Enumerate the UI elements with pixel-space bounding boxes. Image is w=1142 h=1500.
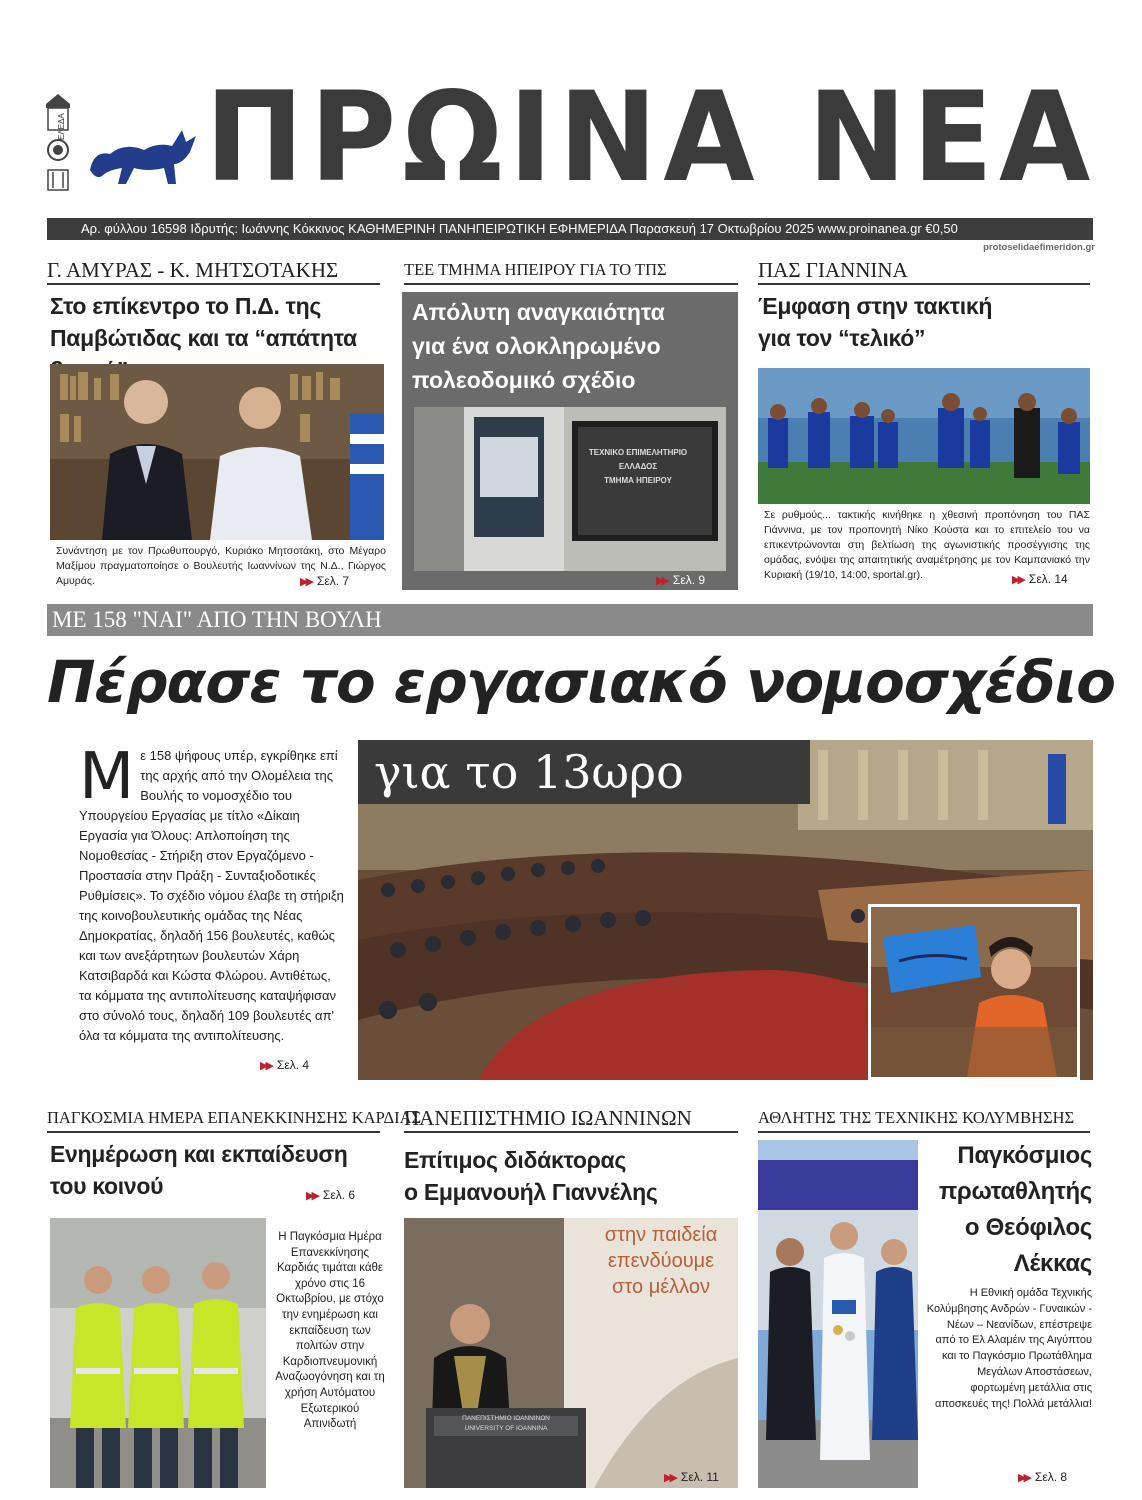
story-body: Η Παγκόσμια Ημέρα Επανεκκίνησης Καρδιάς τιμάται κάθε χρόνο στις 16 Οκτωβρίου, με στόχο την ενημέρωση και εκπαίδευση των πολιτών στην Καρδιοπνευμονική Αναζωογόνηση και τη χρήση Αυτόματου Εξωτερικού Απινιδωτή: [275, 1231, 385, 1431]
tee-sign-text: ΤΕΧΝΙΚΟ ΕΠΙΜΕΛΗΤΗΡΙΟ ΕΛΛΑΔΟΣ ΤΜΗΜΑ ΗΠΕΙΡΟΥ: [588, 448, 688, 485]
masthead-info-bar: Αρ. φύλλου 16598 Ιδρυτής: Ιωάννης Κόκκινος ΚΑΘΗΜΕΡΙΝΗ ΠΑΝΗΠΕΙΡΩΤΙΚΗ ΕΦΗΜΕΡΙΔΑ Παρασκευή 17 Οκτωβρίου 2025 www.proinanea.gr €0,50: [47, 218, 1093, 240]
story-headline[interactable]: Απόλυτη αναγκαιότητα για ένα ολοκληρωμένο πολεοδομικό σχέδιο: [412, 299, 665, 393]
story-headline[interactable]: Στο επίκεντρο το Π.Δ. της Παμβώτιδας και τα “απάτητα: [50, 293, 357, 351]
lead-kicker: ΜΕ 158 "ΝΑΙ" ΑΠΟ ΤΗΝ ΒΟΥΛΗ: [47, 604, 1093, 636]
double-arrow-icon: ▶▶: [664, 1472, 675, 1484]
double-arrow-icon: ▶▶: [306, 1190, 317, 1202]
story-kicker: ΠΑΣ ΓΙΑΝΝΙΝΑ: [758, 256, 1090, 285]
story-kicker: Γ. ΑΜΥΡΑΣ - Κ. ΜΗΤΣΟΤΑΚΗΣ: [47, 256, 380, 285]
page-reference[interactable]: ▶▶ Σελ. 8: [1018, 1470, 1068, 1484]
story-headline[interactable]: Έμφαση στην τακτική για τον “τελικό”: [758, 293, 993, 351]
source-watermark: protoselidaefimeridon.gr: [983, 242, 1095, 253]
story-caption: Συνάντηση με τον Πρωθυπουργό, Κυριάκο Μητσοτάκη, στο Μέγαρο Μαξίμου πραγματοποίησε ο Βουλευτής Ιωαννίνων της Ν.Δ., Γιώργος Αμυράς.: [56, 545, 386, 587]
story-kicker: ΠΑΝΕΠΙΣΤΗΜΙΟ ΙΩΑΝΝΙΝΩΝ: [404, 1104, 738, 1133]
bull-logo-icon: [84, 120, 202, 192]
lead-body-text: ε 158 ψήφους υπέρ, εγκρίθηκε επί της αρχής από την Ολομέλεια της Βουλής το νομοσχέδιο του Υπουργείου Εργασίας με τίτλο «Δίκαιη Εργασία για Όλους: Απλοποίηση της Νομοθεσίας - Στήριξη στον Εργαζόμενο - Προστασία στην Πράξη - Συνταξιοδοτικές Ρυθμίσεις». Το σχέδιο νόμου έλαβε τη στήριξη της κοινοβουλευτικής ομάδας της Νέας Δημοκρατίας, δηλαδή 156 βουλευτές, καθώς και των ανεξάρτητων βουλευτών Χάρη Κατσιβαρδά και Κώστα Φλώρου. Αντιθέτως, τα κόμματα της αντιπολίτευσης καταψήφισαν στο σύνολό τους, δηλαδή 109 βουλευτές απ' όλα τα κόμματα της αντιπολίτευσης.: [79, 748, 344, 1043]
story-caption: Σε ρυθμούς... τακτικής κινήθηκε η χθεσινή προπόνηση του ΠΑΣ Γιάννινα, με τον προπονητή Νίκο Κούστα και το επιτελείο του να επικεντρώνονται στη βελτίωση της αγωνιστικής προσέγγισης της ομάδας, ενόψει της απαιτητικής αναμέτρησης με τον Καμπανιακό την Κυριακή (19/10, 14:00, sportal.gr).: [764, 509, 1090, 581]
story-headline[interactable]: Ενημέρωση και εκπαίδευση του κοινού: [50, 1141, 348, 1199]
lead-body: [79, 740, 345, 1046]
page-reference[interactable]: ▶▶ Σελ. 9: [656, 573, 706, 587]
story-body: Η Εθνική ομάδα Τεχνικής Κολύμβησης Ανδρών - Γυναικών - Νέων – Νεανίδων, επέστρεψε από το Ελ Αλαμέιν της Αιγύπτου και το Παγκόσμιο Πρωτάθλημα Μεγάλων Αποστάσεων, φορτωμένη μετάλλια στις αποσκευές της! Πολλά μετάλλια!: [926, 1287, 1092, 1410]
story-headline[interactable]: Παγκόσμιος πρωταθλητής ο Θεόφιλος Λέκκας: [938, 1142, 1092, 1277]
story-kicker: ΑΘΛΗΤΗΣ ΤΗΣ ΤΕΧΝΙΚΗΣ ΚΟΛΥΜΒΗΣΗΣ: [758, 1104, 1090, 1133]
lead-dropcap: Μ: [79, 740, 135, 814]
mitsotakis-amyras-photo: [50, 364, 384, 540]
press-association-emblems: [44, 92, 72, 194]
double-arrow-icon: ▶▶: [260, 1060, 271, 1072]
double-arrow-icon: ▶▶: [656, 575, 667, 587]
story-kicker: ΠΑΓΚΟΣΜΙΑ ΗΜΕΡΑ ΕΠΑΝΕΚΚΙΝΗΣΗΣ ΚΑΡΔΙΑΣ: [47, 1104, 380, 1133]
double-arrow-icon: ▶▶: [1012, 574, 1023, 586]
swimming-champions-photo: [758, 1140, 918, 1488]
page-reference[interactable]: ▶▶ Σελ. 4: [260, 1058, 310, 1072]
emblem-label: ΕΛΕΔΑ: [57, 113, 66, 140]
page-reference[interactable]: ▶▶ Σελ. 11: [664, 1470, 719, 1484]
page-reference[interactable]: ▶▶ Σελ. 14: [1012, 572, 1068, 586]
lectern-label: ΠΑΝΕΠΙΣΤΗΜΙΟ ΙΩΑΝΝΙΝΩΝ UNIVERSITY OF IOANNINA: [462, 1415, 550, 1432]
page-reference[interactable]: ▶▶ Σελ. 7: [300, 574, 350, 588]
tee-building-photo: [414, 407, 726, 571]
rescuers-photo: [50, 1218, 266, 1488]
banner-slogan: στην παιδεία επενδύουμε στο μέλλον: [604, 1224, 718, 1298]
lead-headline[interactable]: Πέρασε το εργασιακό νομοσχέδιο: [47, 648, 1115, 716]
double-arrow-icon: ▶▶: [300, 576, 311, 588]
lead-subheadline[interactable]: για το 13ωρο: [358, 740, 810, 804]
story-kicker: ΤΕΕ ΤΜΗΜΑ ΗΠΕΙΡΟΥ ΓΙΑ ΤΟ ΤΠΣ: [404, 256, 738, 285]
pas-giannina-training-photo: [758, 368, 1090, 504]
minister-inset-photo: [868, 904, 1080, 1080]
double-arrow-icon: ▶▶: [1018, 1472, 1029, 1484]
newspaper-title: ΠΡΩΙΝΑ ΝΕΑ: [205, 64, 1097, 210]
story-headline[interactable]: Επίτιμος διδάκτορας ο Εμμανουήλ Γιαννέλης: [404, 1147, 658, 1205]
page-reference[interactable]: ▶▶ Σελ. 6: [306, 1188, 356, 1202]
